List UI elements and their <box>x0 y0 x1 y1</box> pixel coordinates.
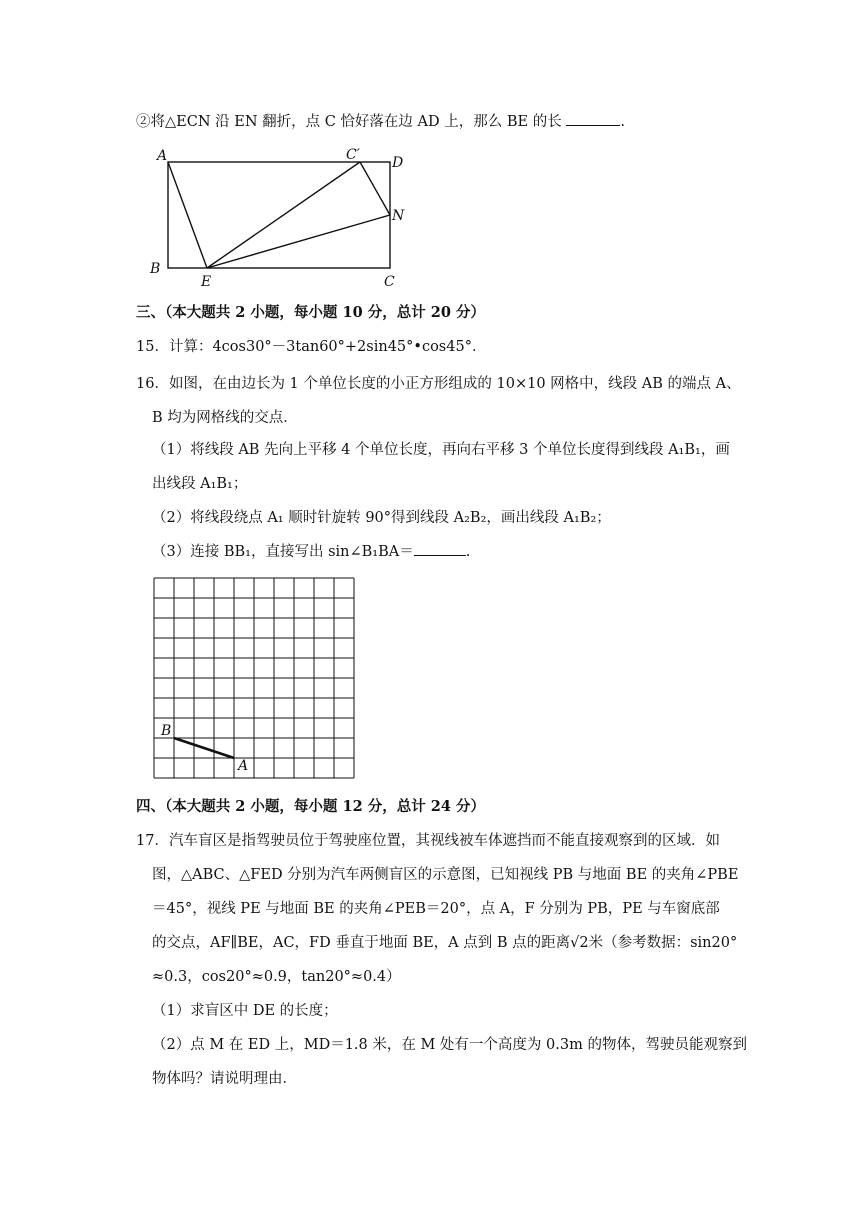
label-c-prime: C′ <box>346 147 360 163</box>
segment-en <box>207 215 390 268</box>
label-d: D <box>392 155 404 171</box>
q17-part2-line1: （2）点 M 在 ED 上，MD＝1.8 米，在 M 处有一个高度为 0.3m 的物体，驾驶员能观察到 <box>152 1037 747 1053</box>
q14-part2-text <box>136 111 625 132</box>
section-3-heading: 三、（本大题共 2 小题，每小题 10 分，总计 20 分） <box>136 304 485 321</box>
q16-line1: 16．如图，在由边长为 1 个单位长度的小正方形组成的 10×10 网格中，线段 AB 的端点 A、 <box>136 376 741 392</box>
label-c: C <box>384 274 395 290</box>
grid-label-b: B <box>161 723 172 739</box>
label-b: B <box>150 261 161 277</box>
q16-part3-text-after: . <box>465 544 471 560</box>
label-n: N <box>392 208 405 224</box>
q17-line2: 图，△ABC、△FED 分别为汽车两侧盲区的示意图，已知视线 PB 与地面 BE 的夹角∠PBE <box>152 867 739 883</box>
label-e: E <box>201 274 212 290</box>
section-4-heading: 四、（本大题共 2 小题，每小题 12 分，总计 24 分） <box>136 798 485 815</box>
q16-part3-text-before: （3）连接 BB₁，直接写出 sin∠B₁BA＝ <box>152 544 414 560</box>
figure-grid <box>150 575 360 785</box>
q17-line1: 17．汽车盲区是指驾驶员位于驾驶座位置，其视线被车体遮挡而不能直接观察到的区域．如 <box>136 833 720 849</box>
segment-ec-prime <box>207 162 360 268</box>
q14-part2-text-after: . <box>620 114 625 130</box>
answer-blank <box>414 541 466 556</box>
q16-part2: （2）将线段绕点 A₁ 顺时针旋转 90°得到线段 A₂B₂，画出线段 A₁B₂； <box>152 510 611 526</box>
grid-label-a: A <box>238 758 249 774</box>
q17-part1: （1）求盲区中 DE 的长度； <box>152 1003 338 1019</box>
q15-text: 15．计算：4cos30°－3tan60°+2sin45°•cos45°． <box>136 339 487 355</box>
q16-part1-line1: （1）将线段 AB 先向上平移 4 个单位长度，再向右平移 3 个单位长度得到线段 A₁B₁，画 <box>152 442 730 458</box>
grid-lines <box>154 578 354 778</box>
q14-part2-text-before: ②将△ECN 沿 EN 翻折，点 C 恰好落在边 AD 上，那么 BE 的长 <box>136 114 562 130</box>
q17-part2-line2: 物体吗？请说明理由． <box>152 1071 297 1087</box>
q17-line4: 的交点，AF∥BE，AC，FD 垂直于地面 BE，A 点到 B 点的距离√2米（参考数据：sin20° <box>152 935 738 951</box>
segment-ab <box>174 738 234 758</box>
q16-part3 <box>152 541 470 562</box>
label-a: A <box>157 148 168 164</box>
figure-rectangle-fold <box>145 144 415 294</box>
q17-line5: ≈0.3，cos20°≈0.9，tan20°≈0.4） <box>152 969 401 985</box>
q16-part1-line2: 出线段 A₁B₁； <box>152 476 248 492</box>
q17-line3: ＝45°，视线 PE 与地面 BE 的夹角∠PEB＝20°，点 A，F 分别为 PB，PE 与车窗底部 <box>152 901 720 917</box>
q16-line2: B 均为网格线的交点． <box>152 410 298 426</box>
segment-ae <box>168 162 207 268</box>
segment-c-prime-n <box>360 162 390 215</box>
answer-blank <box>566 111 620 126</box>
